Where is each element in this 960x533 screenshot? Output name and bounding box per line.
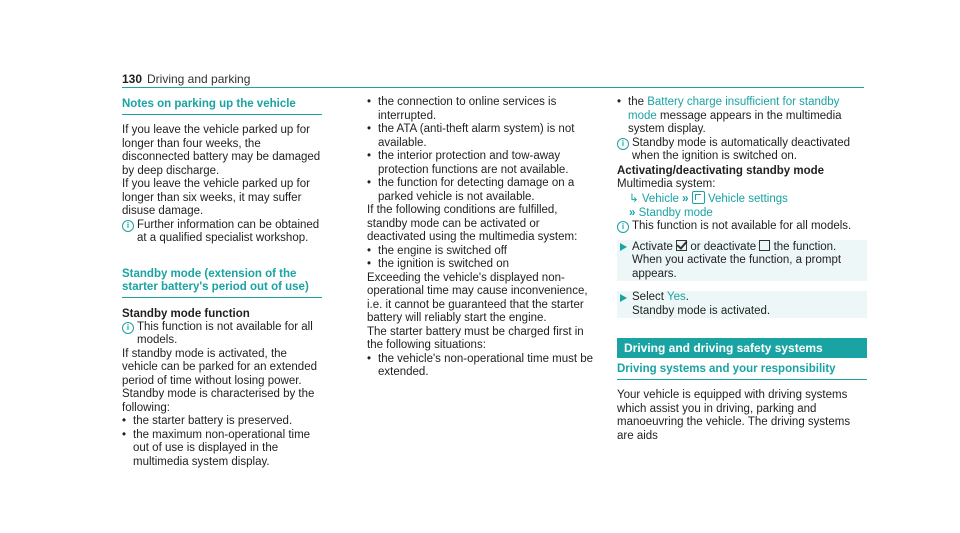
note [617, 220, 867, 234]
heading-driving-systems: Driving systems and your responsibility [617, 363, 867, 380]
paragraph: Standby mode is characterised by the following: [122, 388, 315, 414]
section-title: Driving and parking [147, 72, 251, 86]
list-item: • the interior protection and tow-away protection functions are not available. [367, 150, 597, 177]
heading-parking-notes: Notes on parking up the vehicle [122, 98, 322, 115]
info-icon: i [617, 138, 629, 150]
paragraph: Your vehicle is equipped with driving systems which assist you in driving, parking and manoeuvring the vehicle. The driving systems are aids [617, 389, 851, 442]
checkbox-empty-icon [759, 240, 770, 251]
path-vehicle[interactable]: Vehicle [641, 193, 679, 205]
paragraph: If the following conditions are fulfilled, standby mode can be activated or deactivated using the multimedia system: [367, 204, 578, 243]
bullet-list [617, 96, 867, 137]
subheading-standby-function: Standby mode function [122, 307, 250, 320]
text: Activate [632, 240, 673, 253]
text: or deactivate [690, 240, 757, 253]
note-text: This function is not available for all models. [632, 220, 852, 232]
list-item: • the ignition is switched on [367, 258, 597, 272]
list-item: • the engine is switched off [367, 245, 597, 259]
menu-path [617, 206, 867, 220]
section-banner: Driving and driving safety systems [617, 338, 867, 358]
double-chevron-icon: » [682, 193, 689, 205]
car-settings-icon [692, 191, 705, 204]
path-standby-mode[interactable]: Standby mode [638, 207, 713, 219]
list-item: • the starter battery is preserved. [122, 415, 322, 429]
text: the function. [773, 240, 837, 253]
bullet-list [367, 245, 597, 272]
note-text: This function is not available for all models. [137, 320, 313, 346]
list-item [617, 96, 867, 137]
step-detail: Standby mode is activated. [632, 304, 771, 317]
subheading-activate-standby: Activating/deactivating standby mode [617, 164, 825, 177]
paragraph: If you leave the vehicle parked up for longer than six weeks, it may suffer disuse damage. [122, 178, 310, 217]
step-text [632, 240, 867, 255]
list-item: • the ATA (anti-theft alarm system) is not available. [367, 123, 597, 150]
note-text: Standby mode is automatically deactivated when the ignition is switched on. [632, 136, 850, 162]
list-item: • the connection to online services is interrupted. [367, 96, 597, 123]
info-icon: i [617, 221, 629, 233]
checkbox-checked-icon [676, 240, 687, 251]
instruction-step [617, 291, 867, 318]
heading-standby-mode: Standby mode (extension of the starter battery's period out of use) [122, 268, 322, 298]
note-text: Further information can be obtained at a qualified specialist workshop. [137, 218, 320, 244]
multimedia-label: Multimedia system: [617, 177, 716, 190]
header-rule [122, 87, 864, 88]
paragraph: If standby mode is activated, the vehicle can be parked for an extended period of time without losing power. [122, 347, 317, 387]
list-item: • the vehicle's non-operational time must be extended. [367, 353, 597, 380]
note [122, 219, 322, 246]
info-icon: i [122, 220, 134, 232]
message-reference[interactable]: Battery charge insufficient for standby mode [628, 96, 840, 122]
note [617, 137, 867, 164]
path-vehicle-settings[interactable]: Vehicle settings [707, 193, 788, 205]
bullet-list [367, 96, 597, 204]
note [122, 321, 322, 348]
path-start-icon: ↳ [629, 193, 639, 205]
list-item: • the function for detecting damage on a parked vehicle is not available. [367, 177, 597, 204]
step-arrow-icon [620, 294, 627, 302]
text: the [628, 96, 644, 108]
bullet-list [122, 415, 322, 469]
column-left [122, 96, 322, 469]
page-number: 130 [122, 72, 143, 86]
bullet-list [367, 353, 597, 380]
paragraph: Exceeding the vehicle's displayed non-operational time may cause inconvenience, i.e. it cannot be guaranteed that the starter battery will reliably start the engine. [367, 271, 588, 324]
text: message appears in the multimedia system display. [628, 109, 842, 135]
column-right [617, 96, 867, 443]
paragraph: The starter battery must be charged first in the following situations: [367, 325, 584, 351]
list-item: • the maximum non-operational time out of use is displayed in the multimedia system display. [122, 429, 322, 470]
paragraph: If you leave the vehicle parked up for longer than four weeks, the disconnected battery may be damaged by deep discharge. [122, 124, 321, 177]
menu-path [617, 191, 867, 206]
double-chevron-icon: » [629, 207, 636, 219]
column-middle [367, 96, 597, 380]
step-detail: When you activate the function, a prompt appears. [632, 254, 842, 280]
step-text: Select Yes. [632, 291, 689, 303]
step-arrow-icon [620, 243, 627, 251]
text: Select [632, 291, 664, 303]
instruction-step [617, 240, 867, 282]
option-yes[interactable]: Yes [666, 291, 686, 303]
info-icon: i [122, 322, 134, 334]
